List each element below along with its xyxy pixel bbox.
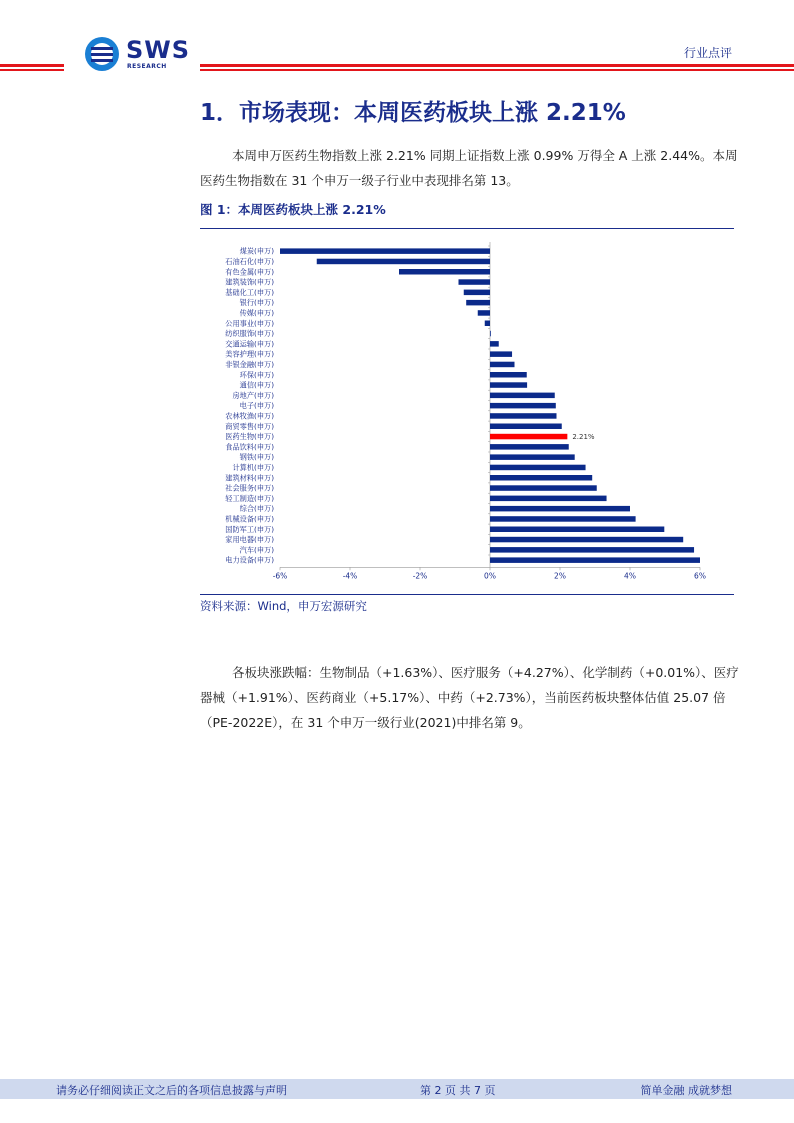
category-label: 建筑装饰(申万) [225, 277, 274, 287]
paragraph-market: 本周申万医药生物指数上涨 2.21% 同期上证指数上涨 0.99% 万得全 A 上涨 2.44%。本周医药生物指数在 31 个申万一级子行业中表现排名第 13。 [200, 148, 738, 188]
bar [490, 506, 630, 512]
category-label: 社会服务(申万) [225, 483, 274, 493]
x-tick-label: 4% [624, 571, 636, 581]
category-label: 煤炭(申万) [239, 246, 274, 256]
footer-slogan: 简单金融 成就梦想 [640, 1084, 732, 1097]
bar [485, 321, 490, 327]
bar [490, 362, 515, 368]
x-tick-label: 6% [694, 571, 706, 581]
x-tick-label: 0% [484, 571, 496, 581]
figure-bottom-rule [200, 594, 734, 595]
bar [490, 454, 575, 460]
paragraph-subsectors: 各板块涨跌幅：生物制品（+1.63%）、医疗服务（+4.27%）、化学制药（+0.01%）、医疗器械（+1.91%）、医药商业（+5.17%）、中药（+2.73%），当前医药板块整体估值 25.07 倍（PE-2022E），在 31 个申万一级行业(2021)中排名第 9。 [200, 665, 739, 730]
header-divider [0, 69, 64, 71]
category-label: 基础化工(申万) [225, 287, 274, 297]
bar [490, 444, 569, 450]
category-label: 银行(申万) [239, 298, 274, 308]
bar [490, 557, 700, 563]
report-type-label: 行业点评 [683, 46, 732, 60]
header-divider [200, 64, 794, 67]
bar [478, 310, 490, 316]
bar [490, 485, 597, 491]
footer-page-number: 第 2 页 共 7 页 [420, 1084, 496, 1097]
category-label: 非银金融(申万) [225, 359, 274, 369]
bar [490, 351, 512, 357]
x-tick-label: -6% [272, 571, 288, 581]
category-label: 医药生物(申万) [225, 432, 274, 442]
figure-top-rule [200, 228, 734, 229]
category-label: 纺织服饰(申万) [225, 329, 274, 339]
category-label: 石油石化(申万) [225, 256, 274, 266]
bar [490, 496, 607, 502]
bar [490, 393, 555, 399]
category-label: 房地产(申万) [232, 390, 274, 400]
bar [490, 475, 592, 481]
category-label: 电力设备(申万) [225, 555, 274, 565]
bar [490, 372, 527, 378]
figure-title: 图 1：本周医药板块上涨 2.21% [200, 202, 386, 217]
footer-disclaimer: 请务必仔细阅读正文之后的各项信息披露与声明 [56, 1084, 287, 1097]
category-label: 农林牧渔(申万) [225, 411, 274, 421]
bar [459, 279, 491, 285]
bar [490, 382, 527, 388]
bar [490, 465, 586, 471]
x-tick-label: -4% [342, 571, 358, 581]
category-label: 计算机(申万) [232, 462, 274, 472]
bar [490, 331, 491, 337]
category-label: 汽车(申万) [239, 545, 274, 555]
category-label: 通信(申万) [239, 380, 274, 390]
bar [317, 259, 490, 265]
bar [490, 424, 562, 430]
category-label: 机械设备(申万) [225, 514, 274, 524]
industry-bar-chart [200, 235, 734, 585]
category-label: 综合(申万) [239, 504, 274, 514]
bar [490, 537, 683, 543]
bar [490, 547, 694, 553]
category-label: 国防军工(申万) [225, 524, 274, 534]
figure-source: 资料来源：Wind，申万宏源研究 [200, 599, 367, 613]
category-label: 食品饮料(申万) [225, 442, 274, 452]
bar [490, 516, 636, 522]
bar [464, 290, 490, 296]
bar [490, 413, 557, 419]
header-divider [0, 64, 64, 67]
logo-subtext: RESEARCH [127, 63, 167, 70]
category-label: 电子(申万) [239, 401, 274, 411]
category-label: 公用事业(申万) [225, 318, 274, 328]
bar [490, 527, 664, 533]
header-divider [200, 69, 794, 71]
category-label: 有色金属(申万) [225, 267, 274, 277]
category-label: 建筑材料(申万) [225, 473, 274, 483]
category-label: 轻工制造(申万) [225, 493, 274, 503]
logo-text: SWS [126, 36, 191, 64]
bar [280, 248, 490, 254]
bar [490, 434, 567, 440]
category-label: 美容护理(申万) [225, 349, 274, 359]
category-label: 钢铁(申万) [239, 452, 274, 462]
category-label: 商贸零售(申万) [225, 421, 274, 431]
bar [466, 300, 490, 306]
category-label: 交通运输(申万) [225, 339, 274, 349]
category-label: 传媒(申万) [239, 308, 274, 318]
bar [490, 341, 499, 347]
bar [399, 269, 490, 275]
data-label: 2.21% [572, 433, 595, 442]
bar [490, 403, 556, 409]
category-label: 环保(申万) [239, 370, 274, 380]
section-title: 1．市场表现：本周医药板块上涨 2.21% [200, 100, 626, 126]
x-tick-label: -2% [412, 571, 428, 581]
category-label: 家用电器(申万) [225, 535, 274, 545]
x-tick-label: 2% [554, 571, 566, 581]
